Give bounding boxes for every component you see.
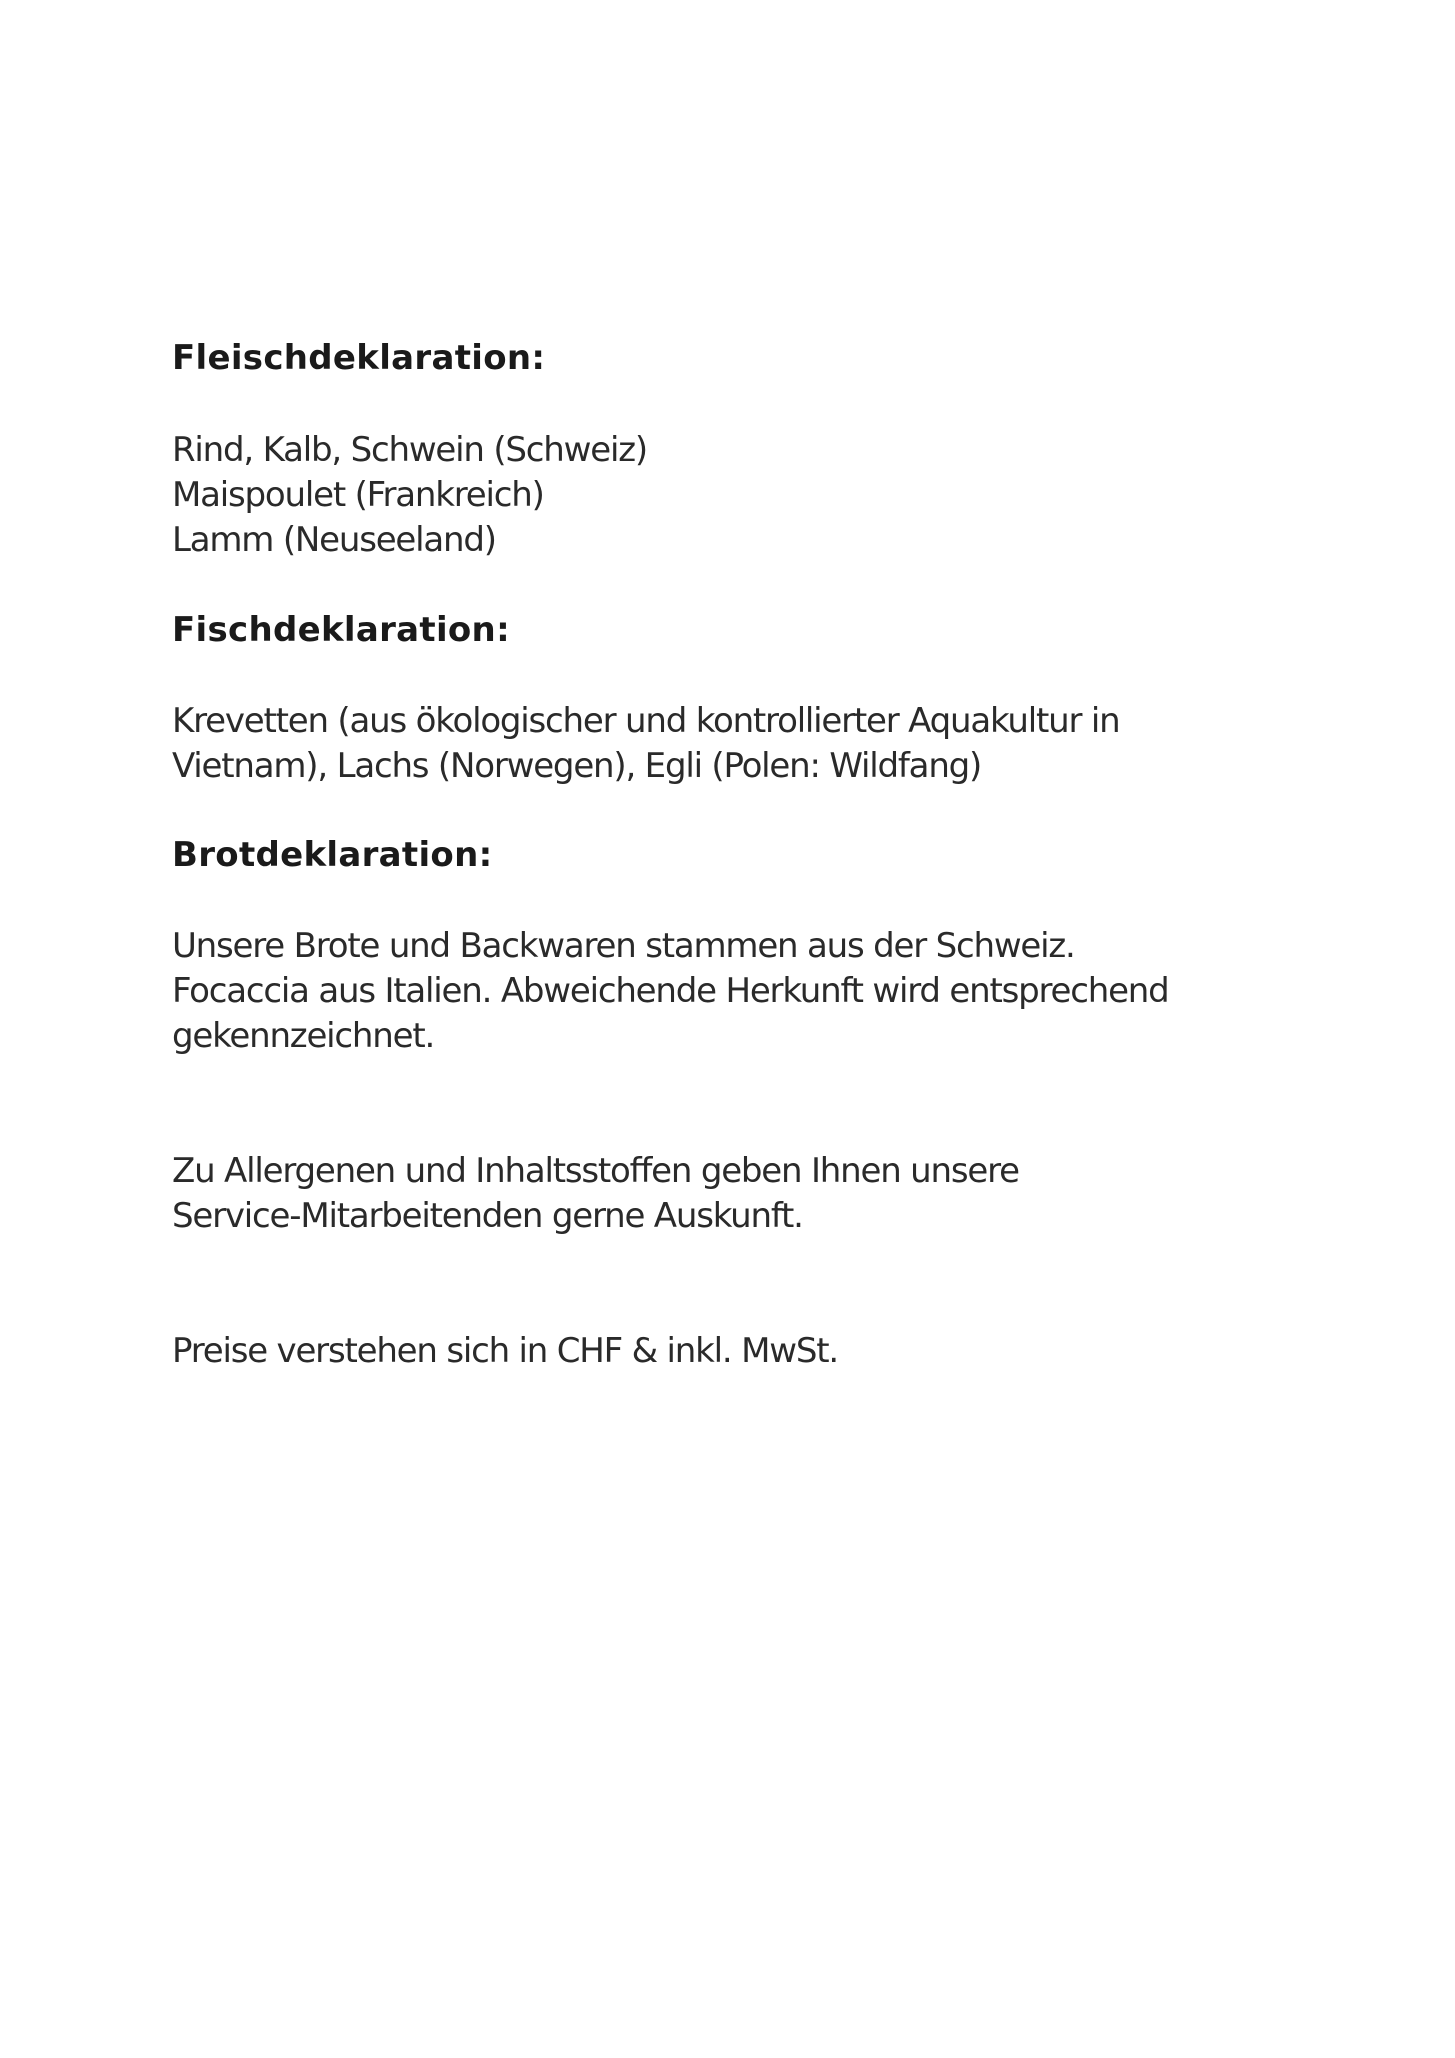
fish-declaration-text [172,699,1120,789]
price-note [172,1329,838,1374]
bread-origin-line: Unsere Brote und Backwaren stammen aus der Schweiz. [172,926,1075,966]
meat-origin-line: Rind, Kalb, Schwein (Schweiz) [172,430,647,470]
allergens-note-line: Service-Mitarbeitenden gerne Auskunft. [172,1196,803,1236]
fish-origin-line: Krevetten (aus ökologischer und kontrollierter Aquakultur in [172,701,1120,741]
meat-origin-line: Lamm (Neuseeland) [172,520,496,560]
meat-declaration-heading: Fleischdeklaration: [172,338,546,378]
bread-origin-line: Focaccia aus Italien. Abweichende Herkunft wird entsprechend [172,971,1169,1011]
allergens-note-line: Zu Allergenen und Inhaltsstoffen geben Ihnen unsere [172,1151,1019,1191]
allergens-note [172,1149,1019,1239]
price-note-line: Preise verstehen sich in CHF & inkl. MwSt. [172,1331,838,1371]
fish-origin-line: Vietnam), Lachs (Norwegen), Egli (Polen: Wildfang) [172,746,982,786]
meat-declaration-text [172,428,647,563]
bread-origin-line: gekennzeichnet. [172,1016,435,1056]
bread-declaration-heading: Brotdeklaration: [172,835,493,875]
meat-origin-line: Maispoulet (Frankreich) [172,475,544,515]
bread-declaration-text [172,924,1169,1059]
fish-declaration-heading: Fischdeklaration: [172,610,510,650]
